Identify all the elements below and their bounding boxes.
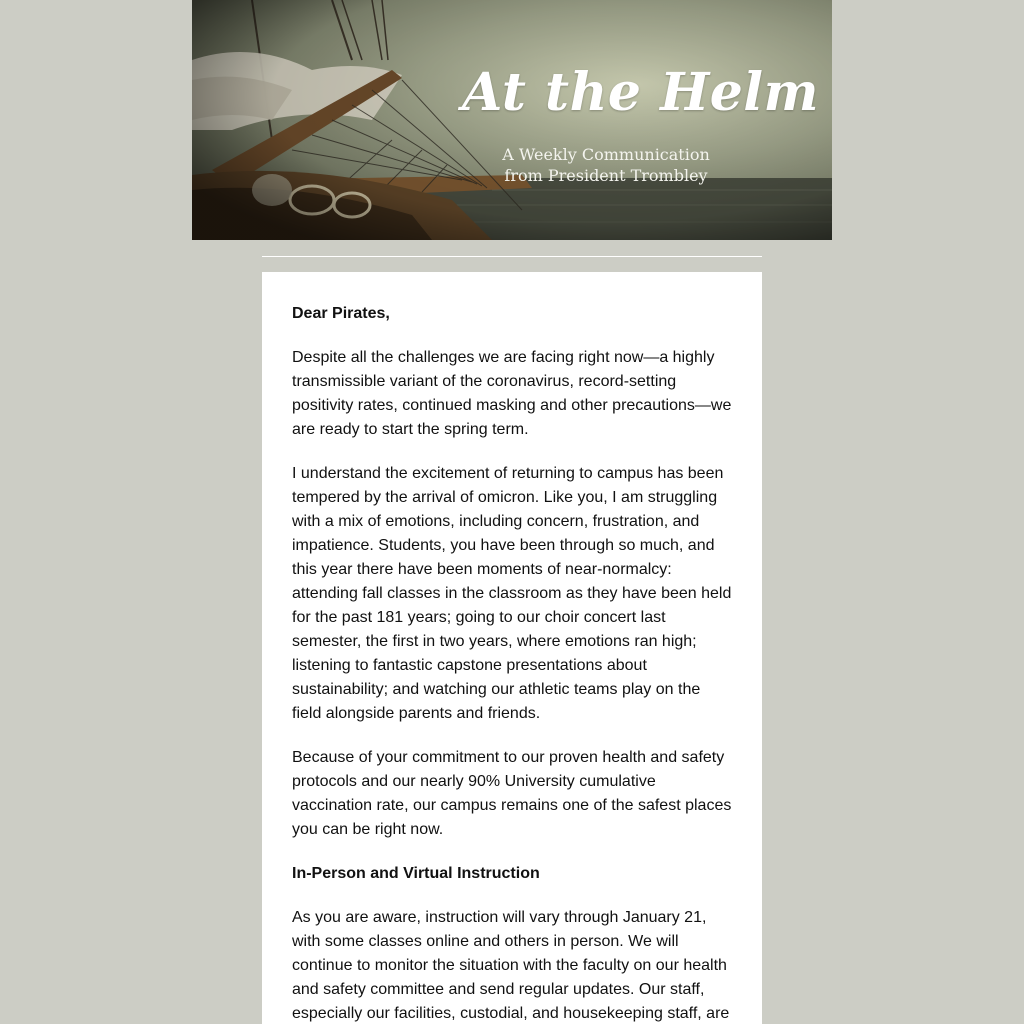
section-heading: In-Person and Virtual Instruction bbox=[292, 865, 540, 882]
subtitle-line-2: from President Trombley bbox=[504, 166, 708, 185]
paragraph: Despite all the challenges we are facing right now—a highly transmissible variant of the coronavirus, record-setting positivity rates, continued masking and other precautions—we are ready to start the spring term. bbox=[292, 349, 732, 438]
letter-card bbox=[262, 272, 762, 1024]
subtitle-line-1: A Weekly Communication bbox=[502, 145, 710, 164]
header-divider bbox=[262, 256, 762, 257]
paragraph: Because of your commitment to our proven health and safety protocols and our nearly 90% University cumulative vaccination rate, our campus remains one of the safest places you can be right now. bbox=[292, 749, 732, 838]
paragraph: As you are aware, instruction will vary through January 21, with some classes online and others in person. We will continue to monitor the situation with the faculty on our health and safety committee and send regular updates. Our staff, especially our facilities, custodial, and housekeeping staff, are bbox=[292, 909, 730, 1022]
newsletter-subtitle bbox=[472, 144, 740, 186]
paragraph: I understand the excitement of returning to campus has been tempered by the arrival of omicron. Like you, I am struggling with a mix of emotions, including concern, frustration, and impatience. Students, you have been through so much, and this year there have been moments of near-normalcy: attending fall classes in the classroom as they have been held for the past 181 years; going to our choir concert last semester, the first in two years, where emotions ran high; listening to fantastic capstone presentations about sustainability; and watching our athletic teams play on the field alongside parents and friends. bbox=[292, 465, 732, 722]
letter-body bbox=[292, 302, 732, 1024]
newsletter-title: At the Helm bbox=[462, 62, 820, 123]
salutation: Dear Pirates, bbox=[292, 305, 390, 322]
header-banner bbox=[192, 0, 832, 240]
